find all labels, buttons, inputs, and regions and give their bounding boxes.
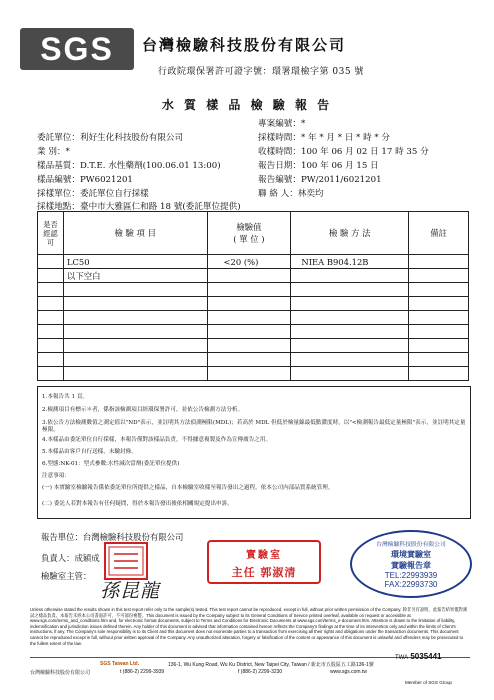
report-title: 水 質 樣 品 檢 驗 報 告: [161, 98, 333, 112]
report-no-label: 報告編號：: [258, 175, 301, 185]
sample-no-row: [37, 173, 133, 185]
cell-value: [207, 269, 291, 283]
sampler-value: 委託單位自行採樣: [79, 189, 149, 199]
cell-method: NIEA B904.12B: [291, 255, 409, 269]
cell-approved: [38, 269, 64, 283]
disclaimer-text: Unless otherwise stated the results shown in this test report refer only to the sample(s) tested. This test report cannot be reproduced, except in full, without prior written permission of the Company. 除非另有說明，此報告結果僅對測試之樣品負責。本報告未經本公司書面許可，不可部份複製。This document is issued by the Company subject to its General Conditions of Service printed overleaf, available on request or accessible at www.sgs.com/terms_and_conditions.htm and, for electronic format documents, subject to Terms and Conditions for Electronic Documents at www.sgs.com/terms_e-document.htm. Attention is drawn to the limitation of liability, indemnification and jurisdiction issues defined therein. Any holder of this document is advised that information contained hereon reflects the Company's findings at the time of its intervention only and within the limits of Client's instructions, if any. The Company's sole responsibility is to its Client and this document does not exonerate parties to a transaction from exercising all their rights and obligations under the transaction documents. This document cannot be reproduced except in full, without prior written approval of the Company. Any unauthorized alteration, forgery or falsification of the content or appearance of this document is unlawful and offenders may be prosecuted to the fullest extent of the law.: [30, 607, 468, 646]
site-label: 採樣地點：: [37, 202, 80, 212]
sampler-label: 採樣單位：: [37, 189, 80, 199]
note-4: 4.本樣品由委託單位自行採樣，本報告僅對該樣品負責，不得據意複製及作為宣傳廣告之用。: [42, 437, 272, 443]
footer-url: www.sgs.com.tw: [330, 669, 367, 675]
business-value: *: [65, 147, 70, 157]
note-6: 6.型態:NK-01：型式參數:水性減次當劑(委託單位提供): [42, 461, 180, 467]
contact-label: 聯 絡 人：: [258, 189, 298, 199]
contact-value: 林奕均: [297, 189, 324, 199]
sample-time-label: 採樣時間：: [258, 133, 301, 143]
table-header-row: [38, 212, 469, 255]
table-row: [38, 283, 469, 297]
col-header-value: 檢驗值 ( 單 位 ): [207, 212, 291, 255]
table-row: [38, 367, 469, 381]
notes-box: [37, 386, 471, 519]
client-label: 委託單位：: [37, 133, 80, 143]
report-date-row: [258, 159, 379, 171]
footer-brand: SGS Taiwan Ltd.: [100, 661, 140, 667]
seal-mark-icon: [106, 544, 146, 578]
sampler-row: [37, 187, 149, 199]
footer-member: Member of SGS Group: [405, 680, 452, 685]
cell-item: LC50: [63, 255, 207, 269]
env-stamp-sub2: 實驗報告章: [391, 560, 431, 570]
lab-head-signature: 孫昆龍: [100, 580, 161, 602]
note-2: 2.檢測項目有標示＊者，係指該檢測項目經環保署許可，並依公告檢測方法分析。: [42, 407, 244, 413]
env-stamp-tel: TEL:22993939: [384, 571, 438, 580]
contact-row: [258, 187, 324, 199]
receive-time-value: 100 年 06 月 02 日 17 時 35 分: [300, 147, 429, 157]
note-9: (二) 委託人若對本報告有任何疑問，得於本報告發出後依相關規定提出申訴。: [42, 501, 233, 507]
cell-value: <20 (%): [207, 255, 291, 269]
matrix-row: [37, 159, 221, 171]
serial-prefix: TWA: [395, 655, 409, 661]
report-date-value: 100 年 06 月 15 日: [300, 161, 379, 171]
report-no-row: [258, 173, 382, 185]
business-row: [37, 145, 70, 157]
matrix-value: D.T.E. 水性藥劑(100.06.01 13:00): [79, 161, 221, 171]
table-row: [38, 269, 469, 283]
lab-stamp-head: 主任 郭淑清: [231, 566, 297, 579]
sample-no-value: PW6021201: [79, 175, 133, 185]
case-no-label: 專案編號：: [258, 119, 301, 129]
col-header-remark: 備註: [409, 212, 469, 255]
client-value: 利好生化科技股份有限公司: [79, 133, 184, 143]
cell-remark: [409, 255, 469, 269]
report-no-value: PW/2011/6021201: [300, 175, 382, 185]
sample-time-value: * 年 * 月 * 日 * 時 * 分: [300, 133, 391, 143]
note-1: 1.本報告共 1 頁。: [42, 394, 89, 400]
footer-fax: f (886-2) 2299-3230: [238, 669, 283, 675]
env-stamp-company: 台灣檢驗科技股份有限公司: [376, 542, 446, 548]
note-3: 3.依公告方法檢測數值之測定值以"ND"表示，並註明其方法偵測極限(MDL)；若高於 MDL 但低於檢量線最低點濃度時，以"<檢測報告最低定量極限"表示，並註明其定量極限。: [42, 420, 466, 433]
env-lab-stamp: [350, 530, 472, 598]
report-unit-line: 報告單位：台灣檢驗科技股份有限公司: [41, 532, 184, 542]
matrix-label: 樣品基質：: [37, 161, 80, 171]
business-label: 業 別：: [37, 147, 66, 157]
table-row: [38, 255, 469, 269]
sample-no-label: 樣品編號：: [37, 175, 80, 185]
sgs-logo: SGS: [20, 28, 134, 70]
company-name: 台灣檢驗科技股份有限公司: [142, 36, 347, 54]
case-no-value: *: [300, 119, 306, 129]
table-row: [38, 311, 469, 325]
col-header-method: 檢 驗 方 法: [291, 212, 409, 255]
env-stamp-sub1: 環境實驗室: [391, 549, 431, 559]
footer-address: 136-1, Wu Kung Road, Wu Ku District, New Taipei City, Taiwan / 新北市五股區五工路136-1號: [168, 662, 374, 668]
report-date-label: 報告日期：: [258, 161, 301, 171]
license-number: 行政院環保署許可證字號：環署環檢字第 035 號: [158, 67, 364, 77]
manager-line: 負責人：成穎成: [41, 553, 100, 563]
results-table: [37, 211, 469, 381]
lab-stamp-title: 實驗室: [246, 550, 282, 561]
case-no-row: [258, 117, 305, 129]
footer-serial: [395, 652, 442, 661]
client-row: [37, 131, 183, 143]
footer-tel: t (886-2) 2299-3939: [120, 669, 165, 675]
note-5: 5.本樣品由客戶自行送樣，未驗封條。: [42, 449, 137, 455]
serial-number: 5035441: [410, 652, 442, 661]
col-header-item: 檢 驗 項 目: [63, 212, 207, 255]
receive-time-row: [258, 145, 429, 157]
cell-item: 以下空白: [63, 269, 207, 283]
cell-method: [291, 269, 409, 283]
table-row: [38, 353, 469, 367]
lab-stamp: [207, 540, 321, 584]
receive-time-label: 收樣時間：: [258, 147, 301, 157]
col-header-approved: 是否經認可: [38, 212, 64, 255]
table-row: [38, 325, 469, 339]
cell-approved: [38, 255, 64, 269]
table-row: [38, 297, 469, 311]
footer-brand-zh: 台灣檢驗科技股份有限公司: [30, 670, 91, 676]
lab-head-line: 檢驗室主管：: [41, 571, 92, 581]
env-stamp-fax: FAX:22993730: [384, 580, 438, 589]
cell-remark: [409, 269, 469, 283]
note-8: (一) 本實驗室檢驗報告係依委託單位所提供之樣品，自本檢驗室收樣至報告發出之過程，依本公司內部品質系統管理。: [42, 485, 334, 491]
site-value: 臺中市大雅區仁和路 18 號(委託單位提供): [79, 202, 241, 212]
company-seal: [104, 542, 148, 580]
note-7: 注意事項：: [42, 473, 70, 479]
sample-time-row: [258, 131, 390, 143]
table-row: [38, 339, 469, 353]
